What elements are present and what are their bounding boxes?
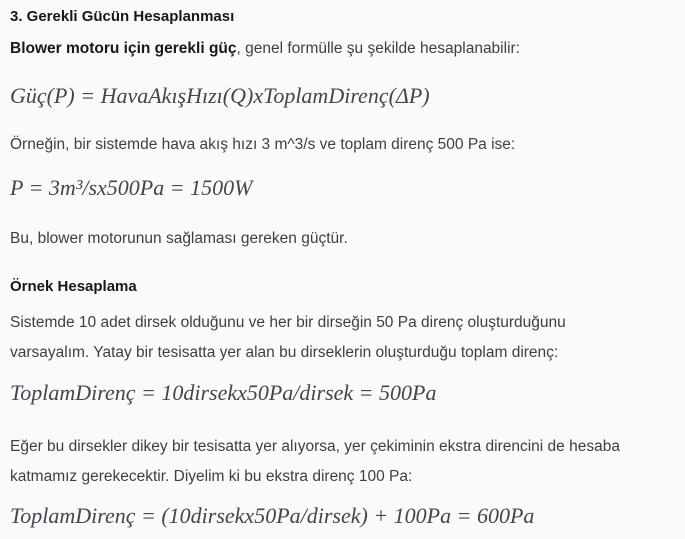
paragraph-elbows-horizontal: [10, 308, 665, 368]
math-formula-power-general: Güç(P) = HavaAkışHızı(Q)xToplamDirenç(ΔP): [10, 83, 430, 108]
paragraph-example-setup: Örneğin, bir sistemde hava akış hızı 3 m^3/s ve toplam direnç 500 Pa ise:: [10, 136, 516, 153]
math-formula-power-example: P = 3m³/sx500Pa = 1500W: [10, 175, 253, 200]
paragraph-elbows-horizontal-line1: Sistemde 10 adet dirsek olduğunu ve her bir dirseğin 50 Pa direnç oluşturduğunu: [10, 314, 566, 331]
paragraph-conclusion: Bu, blower motorunun sağlaması gereken güçtür.: [10, 230, 348, 247]
paragraph-intro-bold-lead: Blower motoru için gerekli güç: [10, 40, 237, 57]
section-heading-required-power: 3. Gerekli Gücün Hesaplanması: [10, 8, 235, 25]
paragraph-elbows-vertical-line2: katmamız gerekecektir. Diyelim ki bu ekstra direnç 100 Pa:: [10, 468, 413, 485]
paragraph-elbows-horizontal-line2: varsayalım. Yatay bir tesisatta yer alan bu dirseklerin oluşturduğu toplam direnç:: [10, 344, 559, 361]
math-formula-total-resistance-horizontal: ToplamDirenç = 10dirsekx50Pa/dirsek = 500Pa: [10, 380, 437, 405]
paragraph-elbows-vertical-line1: Eğer bu dirsekler dikey bir tesisatta yer alıyorsa, yer çekiminin ekstra direncini de hesaba: [10, 438, 620, 455]
paragraph-intro-rest: , genel formülle şu şekilde hesaplanabilir:: [236, 40, 520, 57]
section-heading-example-calculation: Örnek Hesaplama: [10, 278, 137, 295]
paragraph-intro: [10, 34, 665, 64]
math-formula-total-resistance-vertical: ToplamDirenç = (10dirsekx50Pa/dirsek) + 100Pa = 600Pa: [10, 503, 535, 528]
paragraph-elbows-vertical: [10, 432, 665, 492]
